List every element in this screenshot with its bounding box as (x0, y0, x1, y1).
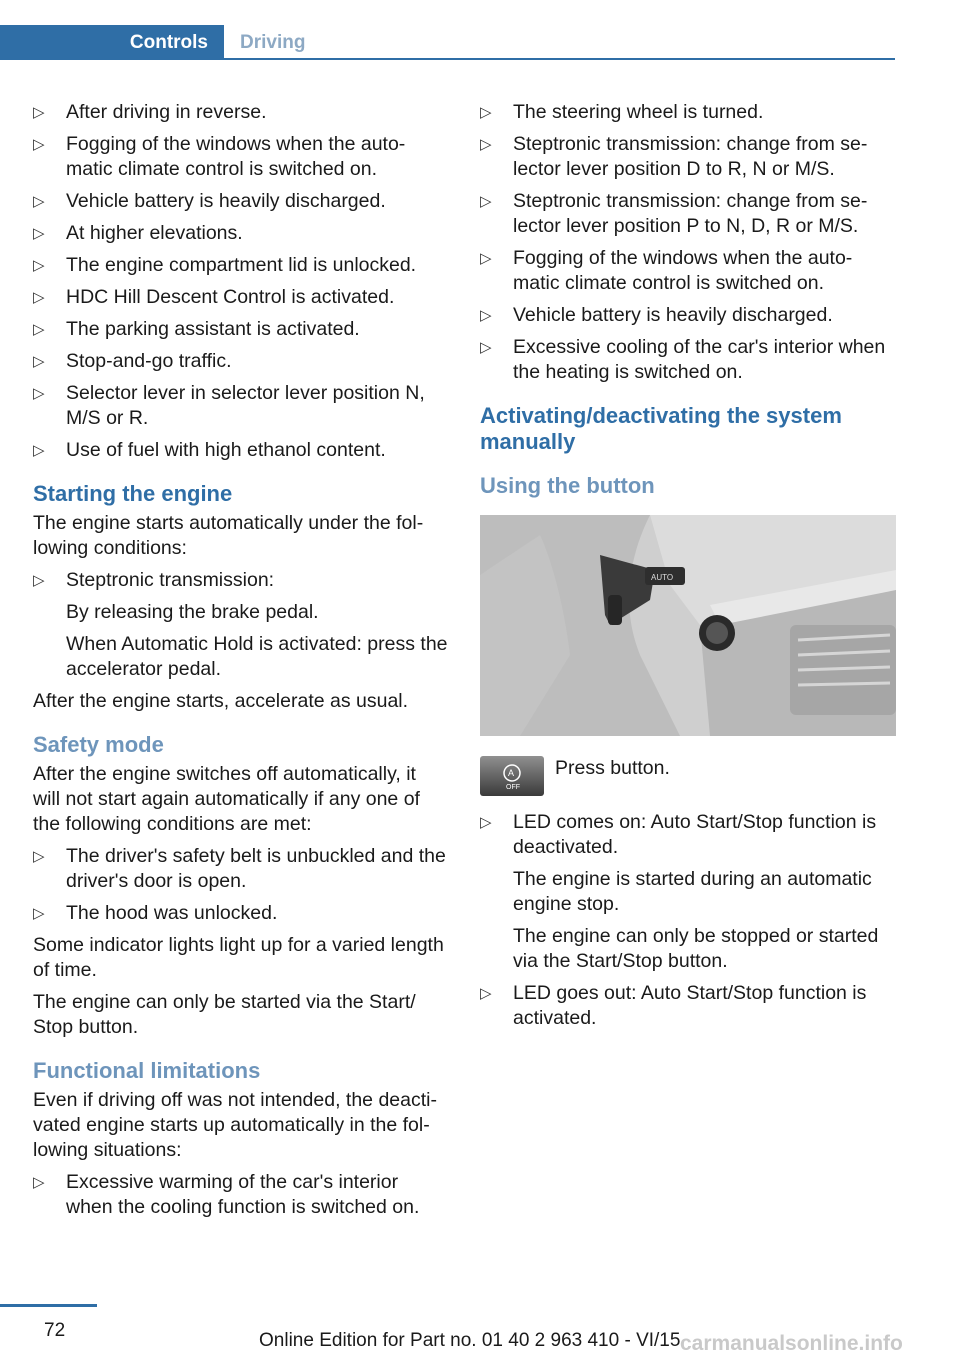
list-item: ▷ Steptronic transmission: change from se-lector lever position P to N, D, R or M/S. (480, 190, 868, 237)
paragraph-starting: The engine starts automatically under the fol-lowing conditions: (33, 512, 424, 559)
list-item: ▷ LED goes out: Auto Start/Stop function is activated. (480, 982, 867, 1029)
triangle-bullet-icon: ▷ (33, 1174, 45, 1191)
list-item: ▷ LED comes on: Auto Start/Stop function is deactivated. The engine is started during an automatic engine stop. The engine can only be stopped or started via the Start/Stop button. (480, 810, 896, 974)
list-item: ▷ Excessive warming of the car's interior when the cooling function is switched on. (33, 1171, 420, 1218)
triangle-bullet-icon: ▷ (480, 136, 492, 153)
sub-paragraph: When Automatic Hold is activated: press the accelerator pedal. (66, 633, 448, 680)
heading-safety-mode: Safety mode (33, 732, 164, 757)
list-item: ▷ Selector lever in selector lever position N, M/S or R. (33, 382, 425, 429)
triangle-bullet-icon: ▷ (33, 136, 45, 153)
triangle-bullet-icon: ▷ (33, 257, 45, 274)
list-item: ▷ Excessive cooling of the car's interior when the heating is switched on. (480, 336, 886, 383)
triangle-bullet-icon: ▷ (33, 193, 45, 210)
triangle-bullet-icon: ▷ (480, 307, 492, 324)
triangle-bullet-icon: ▷ (33, 848, 45, 865)
left-column (33, 100, 448, 1227)
sub-paragraph: The engine is started during an automatic engine stop. (513, 868, 872, 915)
list-item: ▷ Stop-and-go traffic. (33, 350, 232, 372)
triangle-bullet-icon: ▷ (480, 193, 492, 210)
svg-text:OFF: OFF (506, 784, 520, 791)
footer-rule (0, 1304, 97, 1307)
list-item: ▷ The engine compartment lid is unlocked. (33, 254, 417, 276)
list-item: ▷ The steering wheel is turned. (480, 101, 764, 123)
press-button-row (480, 756, 896, 796)
svg-text:AUTO: AUTO (651, 573, 674, 582)
triangle-bullet-icon: ▷ (33, 353, 45, 370)
restart-conditions-list (480, 100, 896, 385)
watermark: carmanualsonline.info (680, 1332, 903, 1355)
heading-functional-limitations: Functional limitations (33, 1058, 261, 1083)
triangle-bullet-icon: ▷ (480, 339, 492, 356)
list-item: ▷ The parking assistant is activated. (33, 318, 360, 340)
safety-conditions-list (33, 844, 448, 926)
list-item: ▷ Vehicle battery is heavily discharged. (33, 190, 386, 212)
dashboard-photo (480, 515, 896, 736)
triangle-bullet-icon: ▷ (33, 572, 45, 589)
list-item: ▷ The hood was unlocked. (33, 902, 278, 924)
list-item: ▷ Use of fuel with high ethanol content. (33, 439, 386, 461)
triangle-bullet-icon: ▷ (33, 321, 45, 338)
svg-text:A: A (508, 768, 515, 778)
auto-start-stop-button-icon (480, 756, 544, 796)
triangle-bullet-icon: ▷ (33, 104, 45, 121)
list-item: ▷ The driver's safety belt is unbuckled and the driver's door is open. (33, 845, 446, 892)
dashboard-illustration (480, 515, 896, 736)
triangle-bullet-icon: ▷ (33, 289, 45, 306)
triangle-bullet-icon: ▷ (33, 905, 45, 922)
paragraph-indicator: Some indicator lights light up for a varied length of time. (33, 934, 444, 981)
functional-limitations-list (33, 1170, 448, 1220)
triangle-bullet-icon: ▷ (480, 250, 492, 267)
list-item: ▷ Steptronic transmission: By releasing the brake pedal. When Automatic Hold is activated: press the accelerator pedal. (33, 569, 448, 680)
tab-driving[interactable]: Driving (240, 31, 306, 53)
press-button-text: Press button. (555, 757, 670, 779)
sub-paragraph: The engine can only be stopped or started via the Start/Stop button. (513, 925, 879, 972)
paragraph-functional: Even if driving off was not intended, the deacti-vated engine starts up automatically in the fol-lowing situations: (33, 1089, 437, 1161)
sub-paragraph: By releasing the brake pedal. (66, 601, 319, 623)
triangle-bullet-icon: ▷ (33, 442, 45, 459)
paragraph-safety: After the engine switches off automatically, it will not start again automatically if any one of the following conditions are met: (33, 763, 420, 835)
triangle-bullet-icon: ▷ (33, 385, 45, 402)
heading-activating: Activating/deactivating the system manually (480, 403, 842, 454)
list-item: ▷ Steptronic transmission: change from se-lector lever position D to R, N or M/S. (480, 133, 868, 180)
triangle-bullet-icon: ▷ (33, 225, 45, 242)
right-column (480, 100, 896, 1038)
edition-line: Online Edition for Part no. 01 40 2 963 410 - VI/15 (259, 1330, 681, 1351)
tab-controls[interactable]: Controls (0, 25, 224, 60)
paragraph-start-stop: The engine can only be started via the Start/ Stop button. (33, 991, 416, 1038)
triangle-bullet-icon: ▷ (480, 104, 492, 121)
heading-starting-engine: Starting the engine (33, 481, 233, 506)
engine-stop-conditions-list (33, 100, 448, 463)
list-item: ▷ Fogging of the windows when the auto-matic climate control is switched on. (480, 247, 853, 294)
triangle-bullet-icon: ▷ (480, 985, 492, 1002)
starting-conditions-list (33, 568, 448, 682)
list-item: ▷ At higher elevations. (33, 222, 243, 244)
triangle-bullet-icon: ▷ (480, 814, 492, 831)
paragraph-after-start: After the engine starts, accelerate as usual. (33, 690, 409, 712)
page-number: 72 (44, 1320, 66, 1341)
list-item: ▷ HDC Hill Descent Control is activated. (33, 286, 395, 308)
list-item: ▷ After driving in reverse. (33, 101, 267, 123)
list-item: ▷ Fogging of the windows when the auto-matic climate control is switched on. (33, 133, 406, 180)
heading-using-button: Using the button (480, 473, 655, 498)
list-item: ▷ Vehicle battery is heavily discharged. (480, 304, 833, 326)
led-status-list (480, 810, 896, 1031)
